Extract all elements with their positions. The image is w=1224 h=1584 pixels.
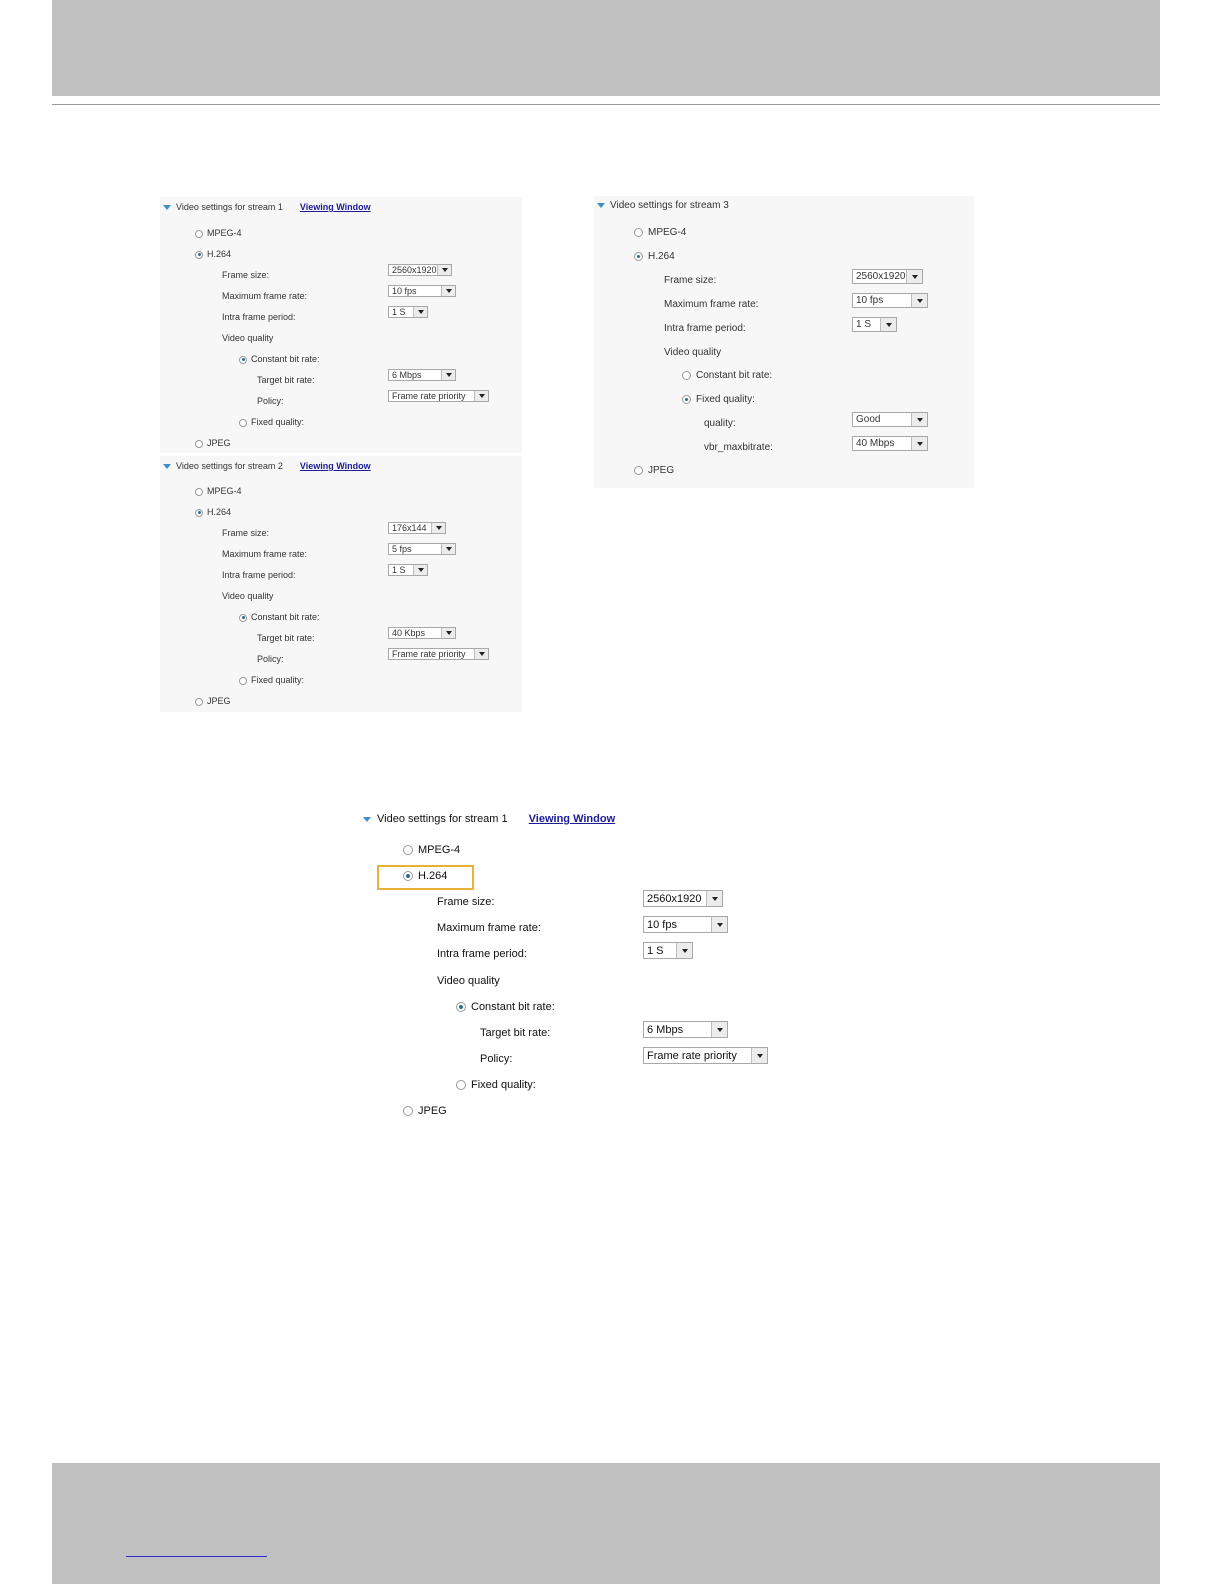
codec-h264-option[interactable] — [634, 251, 675, 262]
intra-frame-period-select[interactable] — [643, 942, 693, 959]
intra-frame-period-value: 1 S — [392, 565, 406, 575]
policy-select[interactable] — [388, 648, 489, 660]
mpeg4-label: MPEG-4 — [418, 844, 461, 856]
page-footer-band — [52, 1463, 1160, 1584]
max-frame-rate-select[interactable] — [643, 916, 728, 933]
cbr-radio[interactable] — [456, 1002, 466, 1012]
jpeg-radio[interactable] — [634, 466, 643, 475]
dropdown-arrow-icon[interactable] — [751, 1048, 767, 1063]
video-quality-label: Video quality — [437, 975, 500, 987]
codec-mpeg4-option[interactable] — [634, 227, 686, 238]
frame-size-label: Frame size: — [222, 270, 270, 280]
max-frame-rate-select[interactable] — [852, 293, 928, 308]
cbr-label: Constant bit rate: — [251, 354, 320, 364]
max-frame-rate-label: Maximum frame rate: — [222, 291, 308, 301]
target-bit-rate-label: Target bit rate: — [257, 375, 315, 385]
intra-frame-period-label: Intra frame period: — [222, 570, 296, 580]
codec-h264-option[interactable] — [195, 249, 231, 259]
target-bit-rate-value: 40 Kbps — [392, 628, 426, 638]
fixed-quality-label: Fixed quality: — [471, 1079, 536, 1091]
cbr-radio[interactable] — [239, 614, 247, 622]
intra-frame-period-select[interactable] — [852, 317, 897, 332]
video-quality-label: Video quality — [222, 333, 274, 343]
frame-size-select[interactable] — [388, 264, 452, 276]
h264-label: H.264 — [418, 870, 448, 882]
fixed-quality-option[interactable] — [456, 1079, 536, 1091]
intra-frame-period-value: 1 S — [392, 307, 406, 317]
target-bit-rate-select[interactable] — [388, 627, 456, 639]
frame-size-value: 2560x1920 — [856, 271, 906, 282]
stream1-settings-panel-large — [358, 808, 788, 1128]
codec-jpeg-option[interactable] — [195, 696, 231, 706]
target-bit-rate-value: 6 Mbps — [647, 1023, 684, 1036]
mpeg4-label: MPEG-4 — [207, 228, 242, 238]
codec-jpeg-option[interactable] — [403, 1105, 447, 1117]
fixed-quality-radio[interactable] — [456, 1080, 466, 1090]
policy-label: Policy: — [480, 1053, 513, 1065]
fixed-quality-option[interactable] — [239, 417, 304, 427]
fixed-quality-label: Fixed quality: — [696, 394, 755, 405]
mpeg4-label: MPEG-4 — [207, 486, 242, 496]
codec-jpeg-option[interactable] — [195, 438, 231, 448]
target-bit-rate-value: 6 Mbps — [392, 370, 422, 380]
intra-frame-period-label: Intra frame period: — [437, 948, 527, 960]
jpeg-radio[interactable] — [195, 440, 203, 448]
h264-radio[interactable] — [403, 871, 413, 881]
h264-radio[interactable] — [195, 509, 203, 517]
vbr-maxbitrate-value: 40 Mbps — [856, 438, 895, 449]
codec-jpeg-option[interactable] — [634, 465, 674, 476]
dropdown-arrow-icon[interactable] — [441, 370, 455, 380]
codec-h264-option[interactable] — [403, 870, 447, 882]
policy-value: Frame rate priority — [647, 1049, 737, 1062]
dropdown-arrow-icon[interactable] — [441, 628, 455, 638]
dropdown-arrow-icon[interactable] — [880, 318, 896, 331]
jpeg-radio[interactable] — [403, 1106, 413, 1116]
target-bit-rate-select[interactable] — [388, 369, 456, 381]
viewing-window-link[interactable]: Viewing Window — [299, 202, 371, 212]
h264-radio[interactable] — [195, 251, 203, 259]
intra-frame-period-label: Intra frame period: — [222, 312, 296, 322]
frame-size-label: Frame size: — [437, 896, 495, 908]
h264-label: H.264 — [207, 507, 232, 517]
panel-title: Video settings for stream 2 — [176, 461, 283, 471]
jpeg-label: JPEG — [648, 465, 675, 476]
frame-size-select[interactable] — [643, 890, 723, 907]
max-frame-rate-value: 5 fps — [392, 544, 412, 554]
footer-link-underline[interactable] — [126, 1556, 267, 1557]
expand-triangle-icon[interactable] — [163, 464, 171, 469]
page-header-band — [52, 0, 1160, 96]
stream3-settings-panel — [594, 196, 974, 488]
h264-label: H.264 — [207, 249, 232, 259]
vbr-maxbitrate-select[interactable] — [852, 436, 928, 451]
dropdown-arrow-icon[interactable] — [431, 523, 445, 533]
policy-select[interactable] — [388, 390, 489, 402]
vbr-maxbitrate-label: vbr_maxbitrate: — [704, 442, 773, 453]
frame-size-value: 2560x1920 — [647, 892, 702, 905]
expand-triangle-icon[interactable] — [597, 203, 605, 208]
dropdown-arrow-icon[interactable] — [911, 437, 927, 450]
max-frame-rate-label: Maximum frame rate: — [664, 299, 759, 310]
codec-h264-option[interactable] — [195, 507, 231, 517]
intra-frame-period-select[interactable] — [388, 306, 428, 318]
mpeg4-radio[interactable] — [403, 845, 413, 855]
panel-title: Video settings for stream 1 — [176, 202, 283, 212]
dropdown-arrow-icon[interactable] — [906, 270, 922, 283]
intra-frame-period-label: Intra frame period: — [664, 323, 746, 334]
codec-mpeg4-option[interactable] — [403, 844, 460, 856]
mpeg4-radio[interactable] — [634, 228, 643, 237]
jpeg-label: JPEG — [207, 438, 231, 448]
video-quality-label: Video quality — [664, 347, 722, 358]
frame-size-label: Frame size: — [222, 528, 270, 538]
fixed-quality-option[interactable] — [682, 394, 755, 405]
quality-select[interactable] — [852, 412, 928, 427]
frame-size-label: Frame size: — [664, 275, 717, 286]
expand-triangle-icon[interactable] — [163, 205, 171, 210]
policy-value: Frame rate priority — [392, 649, 466, 659]
policy-label: Policy: — [257, 654, 284, 664]
constant-bit-rate-option[interactable] — [239, 354, 320, 364]
cbr-radio[interactable] — [682, 371, 691, 380]
fixed-quality-radio[interactable] — [239, 677, 247, 685]
panel-title: Video settings for stream 1 — [377, 813, 508, 825]
policy-select[interactable] — [643, 1047, 768, 1064]
cbr-label: Constant bit rate: — [471, 1001, 555, 1013]
video-quality-label: Video quality — [222, 591, 274, 601]
max-frame-rate-label: Maximum frame rate: — [222, 549, 308, 559]
dropdown-arrow-icon[interactable] — [474, 391, 488, 401]
stream2-settings-panel — [160, 456, 522, 712]
fixed-quality-radio[interactable] — [239, 419, 247, 427]
panel-title: Video settings for stream 3 — [610, 200, 729, 211]
max-frame-rate-value: 10 fps — [647, 918, 677, 931]
dropdown-arrow-icon[interactable] — [711, 917, 727, 932]
intra-frame-period-value: 1 S — [856, 319, 872, 330]
jpeg-radio[interactable] — [195, 698, 203, 706]
max-frame-rate-value: 10 fps — [392, 286, 417, 296]
codec-mpeg4-option[interactable] — [195, 486, 242, 496]
constant-bit-rate-option[interactable] — [456, 1001, 555, 1013]
frame-size-select[interactable] — [388, 522, 446, 534]
h264-radio[interactable] — [634, 252, 643, 261]
max-frame-rate-label: Maximum frame rate: — [437, 922, 541, 934]
quality-value: Good — [856, 414, 881, 425]
target-bit-rate-label: Target bit rate: — [480, 1027, 551, 1039]
dropdown-arrow-icon[interactable] — [413, 307, 427, 317]
max-frame-rate-value: 10 fps — [856, 295, 884, 306]
constant-bit-rate-option[interactable] — [239, 612, 320, 622]
max-frame-rate-select[interactable] — [388, 543, 456, 555]
dropdown-arrow-icon[interactable] — [437, 265, 451, 275]
viewing-window-link[interactable]: Viewing Window — [299, 461, 371, 471]
viewing-window-link[interactable]: Viewing Window — [528, 813, 616, 825]
cbr-radio[interactable] — [239, 356, 247, 364]
target-bit-rate-label: Target bit rate: — [257, 633, 315, 643]
dropdown-arrow-icon[interactable] — [413, 565, 427, 575]
dropdown-arrow-icon[interactable] — [441, 544, 455, 554]
jpeg-label: JPEG — [418, 1105, 447, 1117]
h264-label: H.264 — [648, 251, 675, 262]
frame-size-value: 176x144 — [392, 523, 427, 533]
mpeg4-radio[interactable] — [195, 230, 203, 238]
max-frame-rate-select[interactable] — [388, 285, 456, 297]
header-divider — [52, 104, 1160, 105]
frame-size-value: 2560x1920 — [392, 265, 437, 275]
frame-size-select[interactable] — [852, 269, 923, 284]
intra-frame-period-value: 1 S — [647, 944, 664, 957]
intra-frame-period-select[interactable] — [388, 564, 428, 576]
codec-mpeg4-option[interactable] — [195, 228, 242, 238]
constant-bit-rate-option[interactable] — [682, 370, 772, 381]
policy-value: Frame rate priority — [392, 391, 466, 401]
expand-triangle-icon[interactable] — [363, 817, 371, 822]
target-bit-rate-select[interactable] — [643, 1021, 728, 1038]
jpeg-label: JPEG — [207, 696, 231, 706]
dropdown-arrow-icon[interactable] — [676, 943, 692, 958]
dropdown-arrow-icon[interactable] — [711, 1022, 727, 1037]
stream1-settings-panel-small — [160, 197, 522, 453]
quality-label: quality: — [704, 418, 736, 429]
cbr-label: Constant bit rate: — [251, 612, 320, 622]
dropdown-arrow-icon[interactable] — [441, 286, 455, 296]
fixed-quality-option[interactable] — [239, 675, 304, 685]
cbr-label: Constant bit rate: — [696, 370, 773, 381]
dropdown-arrow-icon[interactable] — [911, 294, 927, 307]
fixed-quality-label: Fixed quality: — [251, 675, 305, 685]
mpeg4-radio[interactable] — [195, 488, 203, 496]
fixed-quality-radio[interactable] — [682, 395, 691, 404]
dropdown-arrow-icon[interactable] — [911, 413, 927, 426]
dropdown-arrow-icon[interactable] — [474, 649, 488, 659]
fixed-quality-label: Fixed quality: — [251, 417, 305, 427]
policy-label: Policy: — [257, 396, 284, 406]
mpeg4-label: MPEG-4 — [648, 227, 687, 238]
dropdown-arrow-icon[interactable] — [706, 891, 722, 906]
